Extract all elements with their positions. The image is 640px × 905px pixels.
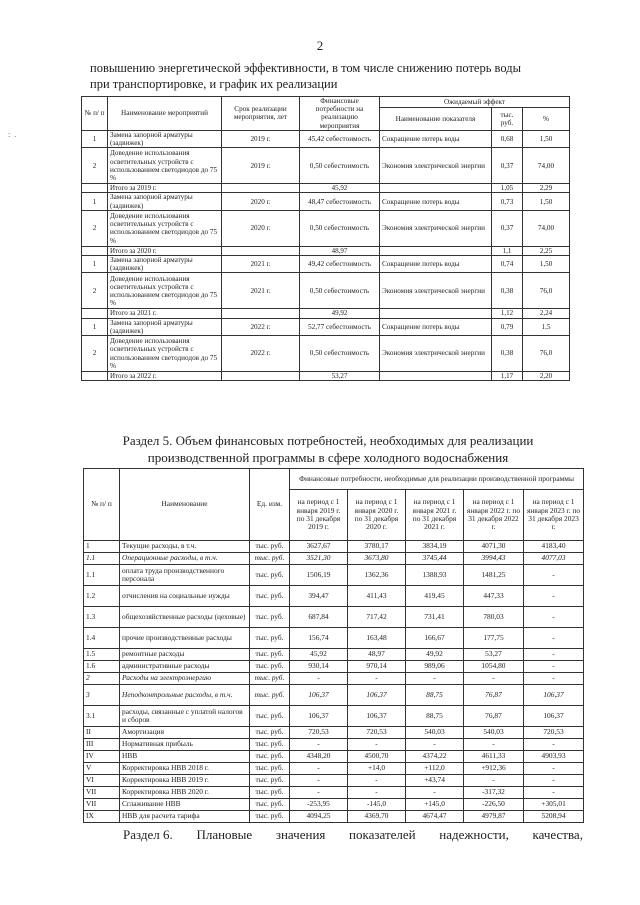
- t2-cell-value: 106,37: [290, 685, 348, 706]
- t1-cell-num: 2: [82, 210, 108, 246]
- t2-cell-name: административные расходы: [120, 661, 250, 673]
- t2-cell-unit: тыс. руб.: [250, 673, 290, 685]
- t2-cell-unit: тыс. руб.: [250, 541, 290, 553]
- t2-row: [84, 799, 584, 811]
- t1-cell-finance: 45,42 себестоимость: [300, 130, 380, 147]
- t1-cell-finance: 0,50 себестоимость: [300, 210, 380, 246]
- t1-total-row: [82, 246, 570, 255]
- t2-cell-value: +912,36: [464, 763, 524, 775]
- t1-cell-name: Доведение использования осветительных устройств с использованием светодиодов до 75 %: [108, 210, 222, 246]
- t1-cell-pct: 1,50: [523, 193, 570, 210]
- t2-cell-num: 1.2: [84, 586, 120, 607]
- t2-cell-value: 3521,30: [290, 553, 348, 565]
- t2-cell-unit: тыс. руб.: [250, 775, 290, 787]
- t2-row: [84, 673, 584, 685]
- t2-cell-value: +14,0: [348, 763, 406, 775]
- t2-row: [84, 775, 584, 787]
- t1-cell-num: [82, 372, 108, 381]
- t1-cell-finance: 52,77 себестоимость: [300, 318, 380, 335]
- t2-cell-value: -: [524, 565, 584, 586]
- t2-cell-value: -226,50: [464, 799, 524, 811]
- t2-row: [84, 751, 584, 763]
- t2-cell-value: -: [290, 739, 348, 751]
- t1-cell-name: Итого за 2022 г.: [108, 372, 222, 381]
- t2-cell-num: II: [84, 727, 120, 739]
- t1-row: [82, 130, 570, 147]
- t2-row: [84, 661, 584, 673]
- t1-cell-term: 2019 г.: [222, 148, 300, 184]
- t2-cell-value: 780,03: [464, 607, 524, 628]
- t2-cell-unit: тыс. руб.: [250, 607, 290, 628]
- t2-cell-num: VI: [84, 775, 120, 787]
- t2-cell-value: 49,92: [406, 649, 464, 661]
- t2-cell-value: 106,37: [524, 706, 584, 727]
- t2-cell-num: 1.3: [84, 607, 120, 628]
- t2-cell-num: IX: [84, 811, 120, 823]
- t2-cell-value: 970,14: [348, 661, 406, 673]
- section-6-word: качества,: [532, 827, 583, 842]
- t1-cell-num: 1: [82, 318, 108, 335]
- t1-cell-num: [82, 246, 108, 255]
- t2-cell-value: -: [290, 763, 348, 775]
- t2-row: [84, 763, 584, 775]
- measures-table: [81, 96, 570, 381]
- t2-cell-value: +112,0: [406, 763, 464, 775]
- t2-cell-value: 163,48: [348, 628, 406, 649]
- t2-cell-value: 687,84: [290, 607, 348, 628]
- t2-cell-value: 1506,19: [290, 565, 348, 586]
- t2-cell-value: 88,75: [406, 685, 464, 706]
- t2-row: [84, 706, 584, 727]
- t1-cell-term: 2022 г.: [222, 318, 300, 335]
- t2-cell-num: V: [84, 763, 120, 775]
- t2-cell-unit: тыс. руб.: [250, 586, 290, 607]
- t2-cell-value: 1054,80: [464, 661, 524, 673]
- t1-header-name: Наименование мероприятий: [108, 97, 222, 131]
- t2-cell-value: -: [524, 586, 584, 607]
- financial-needs-table: [83, 468, 584, 823]
- t1-row: [82, 256, 570, 273]
- t2-cell-value: 4979,87: [464, 811, 524, 823]
- t1-cell-name: Доведение использования осветительных устройств с использованием светодиодов до 75 %: [108, 148, 222, 184]
- t2-cell-value: 930,14: [290, 661, 348, 673]
- t2-cell-name: общехозяйственные расходы (цеховые): [120, 607, 250, 628]
- t2-cell-value: 3745,44: [406, 553, 464, 565]
- t2-row: [84, 586, 584, 607]
- t2-cell-name: Неподконтрольные расходы, в т.ч.: [120, 685, 250, 706]
- t2-cell-value: 4369,70: [348, 811, 406, 823]
- t1-cell-pct: 76,0: [523, 336, 570, 372]
- t1-cell-term: 2022 г.: [222, 336, 300, 372]
- t1-cell-name: Доведение использования осветительных устройств с использованием светодиодов до 75 %: [108, 336, 222, 372]
- t2-cell-value: 4903,93: [524, 751, 584, 763]
- t1-cell-rub: 0,38: [492, 336, 523, 372]
- t1-cell-num: 1: [82, 193, 108, 210]
- t1-cell-indicator: Сокращение потерь воды: [380, 318, 492, 335]
- t2-cell-unit: тыс. руб.: [250, 787, 290, 799]
- t2-cell-num: VII: [84, 787, 120, 799]
- t2-cell-value: 3994,43: [464, 553, 524, 565]
- t1-cell-num: 2: [82, 336, 108, 372]
- page-number: 2: [316, 38, 324, 53]
- t1-cell-finance: 49,42 себестоимость: [300, 256, 380, 273]
- t2-cell-unit: тыс. руб.: [250, 763, 290, 775]
- t2-cell-num: III: [84, 739, 120, 751]
- t2-cell-name: Сглаживание НВВ: [120, 799, 250, 811]
- t2-cell-num: IV: [84, 751, 120, 763]
- t1-cell-rub: 1,05: [492, 184, 523, 193]
- section-6-heading: [123, 826, 583, 843]
- t2-cell-value: +43,74: [406, 775, 464, 787]
- t2-cell-value: 4183,40: [524, 541, 584, 553]
- t1-header-indicator: Наименование показателя: [380, 107, 492, 130]
- t1-cell-pct: 1,50: [523, 256, 570, 273]
- t1-cell-indicator: Экономия электрической энергии: [380, 336, 492, 372]
- t1-cell-indicator: Экономия электрической энергии: [380, 210, 492, 246]
- t1-cell-finance: 53,27: [300, 372, 380, 381]
- t2-cell-unit: тыс. руб.: [250, 739, 290, 751]
- t2-cell-num: 1.1: [84, 565, 120, 586]
- t2-cell-value: -145,0: [348, 799, 406, 811]
- t1-cell-num: 1: [82, 130, 108, 147]
- t1-cell-finance: 48,97: [300, 246, 380, 255]
- t2-header-period: на период с 1 января 2019 г. по 31 декабря 2019 г.: [290, 490, 348, 541]
- t1-header-term: Срок реализации мероприятия, лет: [222, 97, 300, 131]
- t1-cell-finance: 48,47 себестоимость: [300, 193, 380, 210]
- t2-cell-value: -: [524, 763, 584, 775]
- t2-row: [84, 727, 584, 739]
- t1-cell-rub: 0,37: [492, 148, 523, 184]
- t2-cell-name: Корректировка НВВ 2019 г.: [120, 775, 250, 787]
- t1-cell-pct: 74,00: [523, 210, 570, 246]
- t1-cell-rub: 0,68: [492, 130, 523, 147]
- t2-cell-value: -: [464, 739, 524, 751]
- t2-header-period: на период с 1 января 2020 г. по 31 декабря 2020 г.: [348, 490, 406, 541]
- t1-total-row: [82, 309, 570, 318]
- t1-cell-finance: 0,50 себестоимость: [300, 273, 380, 309]
- t2-cell-value: 720,53: [524, 727, 584, 739]
- t2-cell-name: ремонтные расходы: [120, 649, 250, 661]
- t1-cell-pct: 1,5: [523, 318, 570, 335]
- t2-cell-unit: тыс. руб.: [250, 565, 290, 586]
- t2-cell-value: 4374,22: [406, 751, 464, 763]
- t2-cell-name: прочие производственные расходы: [120, 628, 250, 649]
- t2-cell-value: -: [348, 673, 406, 685]
- t2-cell-value: 53,27: [464, 649, 524, 661]
- t2-cell-value: 1362,36: [348, 565, 406, 586]
- t2-row: [84, 541, 584, 553]
- t2-cell-value: -253,95: [290, 799, 348, 811]
- t2-cell-value: 394,47: [290, 586, 348, 607]
- t2-cell-value: -: [524, 787, 584, 799]
- t2-cell-name: Текущие расходы, в т.ч.: [120, 541, 250, 553]
- t1-cell-indicator: Сокращение потерь воды: [380, 256, 492, 273]
- t1-cell-indicator: Сокращение потерь воды: [380, 130, 492, 147]
- t2-cell-unit: тыс. руб.: [250, 553, 290, 565]
- t2-cell-value: 166,67: [406, 628, 464, 649]
- t1-header-pct: %: [523, 107, 570, 130]
- t1-cell-name: Замена запорной арматуры (задвижек): [108, 256, 222, 273]
- t2-cell-unit: тыс. руб.: [250, 811, 290, 823]
- t1-row: [82, 210, 570, 246]
- margin-mark: : .: [8, 130, 18, 139]
- t2-cell-value: -317,32: [464, 787, 524, 799]
- t1-header-rub: тыс. руб.: [492, 107, 523, 130]
- t2-cell-name: отчисления на социальные нужды: [120, 586, 250, 607]
- t2-cell-value: 717,42: [348, 607, 406, 628]
- t2-cell-value: 3673,80: [348, 553, 406, 565]
- t2-cell-value: -: [290, 787, 348, 799]
- t2-cell-unit: тыс. руб.: [250, 751, 290, 763]
- t1-cell-pct: 74,00: [523, 148, 570, 184]
- t2-cell-value: 5208,94: [524, 811, 584, 823]
- intro-text: [90, 60, 580, 92]
- t2-cell-name: оплата труда производственного персонала: [120, 565, 250, 586]
- t2-cell-value: -: [524, 775, 584, 787]
- t2-cell-value: 106,37: [348, 706, 406, 727]
- t2-cell-value: 45,92: [290, 649, 348, 661]
- t2-header-unit: Ед. изм.: [250, 469, 290, 541]
- t1-header-num: № п/ п: [82, 97, 108, 131]
- t1-cell-term: 2020 г.: [222, 193, 300, 210]
- t2-cell-value: -: [348, 787, 406, 799]
- t2-cell-value: -: [524, 628, 584, 649]
- t2-cell-value: 4500,70: [348, 751, 406, 763]
- t2-cell-value: -: [524, 673, 584, 685]
- t1-cell-num: [82, 309, 108, 318]
- t1-cell-indicator: Сокращение потерь воды: [380, 193, 492, 210]
- t2-cell-value: -: [524, 649, 584, 661]
- t2-cell-value: +305,01: [524, 799, 584, 811]
- t2-cell-name: НВВ: [120, 751, 250, 763]
- t1-cell-rub: 1,17: [492, 372, 523, 381]
- t2-cell-value: -: [406, 673, 464, 685]
- t1-cell-indicator: [380, 184, 492, 193]
- t2-row: [84, 811, 584, 823]
- t2-cell-num: 2: [84, 673, 120, 685]
- t1-cell-pct: 2,29: [523, 184, 570, 193]
- t1-cell-name: Итого за 2021 г.: [108, 309, 222, 318]
- t1-cell-name: Замена запорной арматуры (задвижек): [108, 318, 222, 335]
- t2-cell-name: Корректировка НВВ 2018 г.: [120, 763, 250, 775]
- t2-cell-value: 731,41: [406, 607, 464, 628]
- t2-cell-value: -: [464, 775, 524, 787]
- t2-row: [84, 607, 584, 628]
- t2-cell-num: 1.1: [84, 553, 120, 565]
- t2-cell-value: -: [524, 661, 584, 673]
- t2-cell-value: 3834,19: [406, 541, 464, 553]
- t2-cell-name: Расходы на электроэнергию: [120, 673, 250, 685]
- t1-cell-term: 2020 г.: [222, 210, 300, 246]
- t1-cell-name: Итого за 2020 г.: [108, 246, 222, 255]
- t2-cell-value: -: [406, 787, 464, 799]
- t2-cell-name: Корректировка НВВ 2020 г.: [120, 787, 250, 799]
- t1-header-finance: Финансовые потребности на реализацию мероприятия: [300, 97, 380, 131]
- t2-cell-value: 1481,25: [464, 565, 524, 586]
- t2-cell-value: 156,74: [290, 628, 348, 649]
- t2-cell-name: НВВ для расчета тарифа: [120, 811, 250, 823]
- t1-cell-pct: 1,50: [523, 130, 570, 147]
- t2-cell-unit: тыс. руб.: [250, 727, 290, 739]
- t2-cell-name: Операционные расходы, в т.ч.: [120, 553, 250, 565]
- t2-cell-value: 540,03: [464, 727, 524, 739]
- t2-cell-unit: тыс. руб.: [250, 685, 290, 706]
- t2-cell-value: 106,37: [290, 706, 348, 727]
- section-6-word: показателей: [349, 827, 416, 842]
- t1-cell-term: 2021 г.: [222, 273, 300, 309]
- t2-cell-value: 3780,17: [348, 541, 406, 553]
- t1-cell-pct: 2,25: [523, 246, 570, 255]
- t2-cell-unit: тыс. руб.: [250, 799, 290, 811]
- t2-cell-value: -: [406, 739, 464, 751]
- t1-cell-pct: 2,24: [523, 309, 570, 318]
- t2-cell-num: 1.4: [84, 628, 120, 649]
- t2-cell-value: 48,97: [348, 649, 406, 661]
- t1-cell-term: [222, 372, 300, 381]
- t2-cell-name: Амортизация: [120, 727, 250, 739]
- t1-cell-finance: 49,92: [300, 309, 380, 318]
- t2-cell-value: 76,87: [464, 706, 524, 727]
- t2-cell-value: 106,37: [524, 685, 584, 706]
- t2-row: [84, 649, 584, 661]
- t2-cell-unit: тыс. руб.: [250, 661, 290, 673]
- t2-header-period: на период с 1 января 2023 г. по 31 декабря 2023 г.: [524, 490, 584, 541]
- t1-cell-term: [222, 246, 300, 255]
- intro-line-1: повышению энергетической эффективности, в том числе снижению потерь воды: [90, 61, 522, 75]
- t1-cell-term: 2019 г.: [222, 130, 300, 147]
- t2-cell-value: 540,03: [406, 727, 464, 739]
- t2-cell-value: 1388,93: [406, 565, 464, 586]
- intro-line-2: при транспортировке, и график их реализации: [90, 77, 338, 91]
- t2-cell-value: 419,45: [406, 586, 464, 607]
- t2-row: [84, 565, 584, 586]
- t1-cell-name: Замена запорной арматуры (задвижек): [108, 193, 222, 210]
- t1-cell-indicator: Экономия электрической энергии: [380, 273, 492, 309]
- t2-cell-unit: тыс. руб.: [250, 706, 290, 727]
- t2-cell-value: 447,33: [464, 586, 524, 607]
- t2-cell-value: 106,37: [348, 685, 406, 706]
- t1-cell-rub: 0,73: [492, 193, 523, 210]
- t2-cell-value: 4674,47: [406, 811, 464, 823]
- t2-cell-value: +145,0: [406, 799, 464, 811]
- t1-cell-pct: 76,0: [523, 273, 570, 309]
- t2-cell-unit: тыс. руб.: [250, 628, 290, 649]
- t2-cell-value: -: [464, 673, 524, 685]
- t2-cell-num: 1.6: [84, 661, 120, 673]
- t1-cell-name: Итого за 2019 г.: [108, 184, 222, 193]
- t1-cell-rub: 1,12: [492, 309, 523, 318]
- t1-cell-finance: 0,50 себестоимость: [300, 336, 380, 372]
- t2-header-period: на период с 1 января 2022 г. по 31 декабря 2022 г.: [464, 490, 524, 541]
- t1-cell-num: 2: [82, 148, 108, 184]
- t1-cell-rub: 1,1: [492, 246, 523, 255]
- t1-cell-name: Замена запорной арматуры (задвижек): [108, 130, 222, 147]
- t1-cell-num: [82, 184, 108, 193]
- t1-total-row: [82, 184, 570, 193]
- t2-cell-value: 4094,25: [290, 811, 348, 823]
- t1-cell-indicator: [380, 309, 492, 318]
- t2-cell-value: 4077,03: [524, 553, 584, 565]
- t1-cell-term: [222, 184, 300, 193]
- t2-cell-value: 88,75: [406, 706, 464, 727]
- t1-cell-num: 1: [82, 256, 108, 273]
- t2-row: [84, 628, 584, 649]
- t2-cell-value: 720,53: [290, 727, 348, 739]
- t2-cell-value: -: [290, 775, 348, 787]
- t1-row: [82, 318, 570, 335]
- t2-cell-num: 1: [84, 541, 120, 553]
- t1-cell-finance: 0,50 себестоимость: [300, 148, 380, 184]
- t2-cell-value: 4611,33: [464, 751, 524, 763]
- t2-cell-value: 989,06: [406, 661, 464, 673]
- t2-row: [84, 787, 584, 799]
- t2-row: [84, 553, 584, 565]
- t2-cell-value: -: [524, 607, 584, 628]
- t2-row: [84, 739, 584, 751]
- t1-cell-rub: 0,37: [492, 210, 523, 246]
- t2-cell-value: -: [348, 775, 406, 787]
- t2-cell-value: 720,53: [348, 727, 406, 739]
- t2-cell-num: 3: [84, 685, 120, 706]
- t1-cell-num: 2: [82, 273, 108, 309]
- t2-cell-num: 1.5: [84, 649, 120, 661]
- section-6-word: Плановые: [196, 827, 253, 842]
- t2-cell-value: -: [524, 739, 584, 751]
- t2-cell-name: Нормативная прибыль: [120, 739, 250, 751]
- t1-cell-rub: 0,74: [492, 256, 523, 273]
- section-5-heading: Раздел 5. Объем финансовых потребностей, необходимых для реализации производственной программы в сфере холодного водоснабжения: [122, 433, 534, 465]
- t2-header-period: на период с 1 января 2021 г. по 31 декабря 2021 г.: [406, 490, 464, 541]
- section-6-word: надежности,: [439, 827, 509, 842]
- t2-cell-value: 411,43: [348, 586, 406, 607]
- t2-cell-value: -: [290, 673, 348, 685]
- t2-cell-num: VII: [84, 799, 120, 811]
- t2-header-name: Наименование: [120, 469, 250, 541]
- section-6-word: значения: [275, 827, 326, 842]
- t1-cell-pct: 2,20: [523, 372, 570, 381]
- t1-cell-indicator: Экономия электрической энергии: [380, 148, 492, 184]
- t1-cell-term: 2021 г.: [222, 256, 300, 273]
- t2-header-group: Финансовые потребности, необходимые для реализации производственной программы: [290, 469, 584, 490]
- t1-cell-rub: 0,79: [492, 318, 523, 335]
- t1-cell-rub: 0,38: [492, 273, 523, 309]
- t2-cell-value: 4071,30: [464, 541, 524, 553]
- t2-cell-name: расходы, связанные с уплатой налогов и сборов: [120, 706, 250, 727]
- t1-total-row: [82, 372, 570, 381]
- t2-cell-value: 76,87: [464, 685, 524, 706]
- t1-header-effect: Ожидаемый эффект: [380, 97, 570, 108]
- t1-cell-indicator: [380, 372, 492, 381]
- t1-cell-finance: 45,92: [300, 184, 380, 193]
- t2-header-num: № п/ п: [84, 469, 120, 541]
- t1-cell-term: [222, 309, 300, 318]
- t2-row: [84, 685, 584, 706]
- t2-cell-num: 3.1: [84, 706, 120, 727]
- t2-cell-value: -: [348, 739, 406, 751]
- t1-row: [82, 273, 570, 309]
- t2-cell-unit: тыс. руб.: [250, 649, 290, 661]
- t1-row: [82, 148, 570, 184]
- t2-cell-value: 4348,20: [290, 751, 348, 763]
- section-6-word: Раздел 6.: [123, 827, 173, 842]
- t1-row: [82, 336, 570, 372]
- t1-cell-name: Доведение использования осветительных устройств с использованием светодиодов до 75 %: [108, 273, 222, 309]
- t1-row: [82, 193, 570, 210]
- t2-cell-value: 3627,67: [290, 541, 348, 553]
- t2-cell-value: 177,75: [464, 628, 524, 649]
- t1-cell-indicator: [380, 246, 492, 255]
